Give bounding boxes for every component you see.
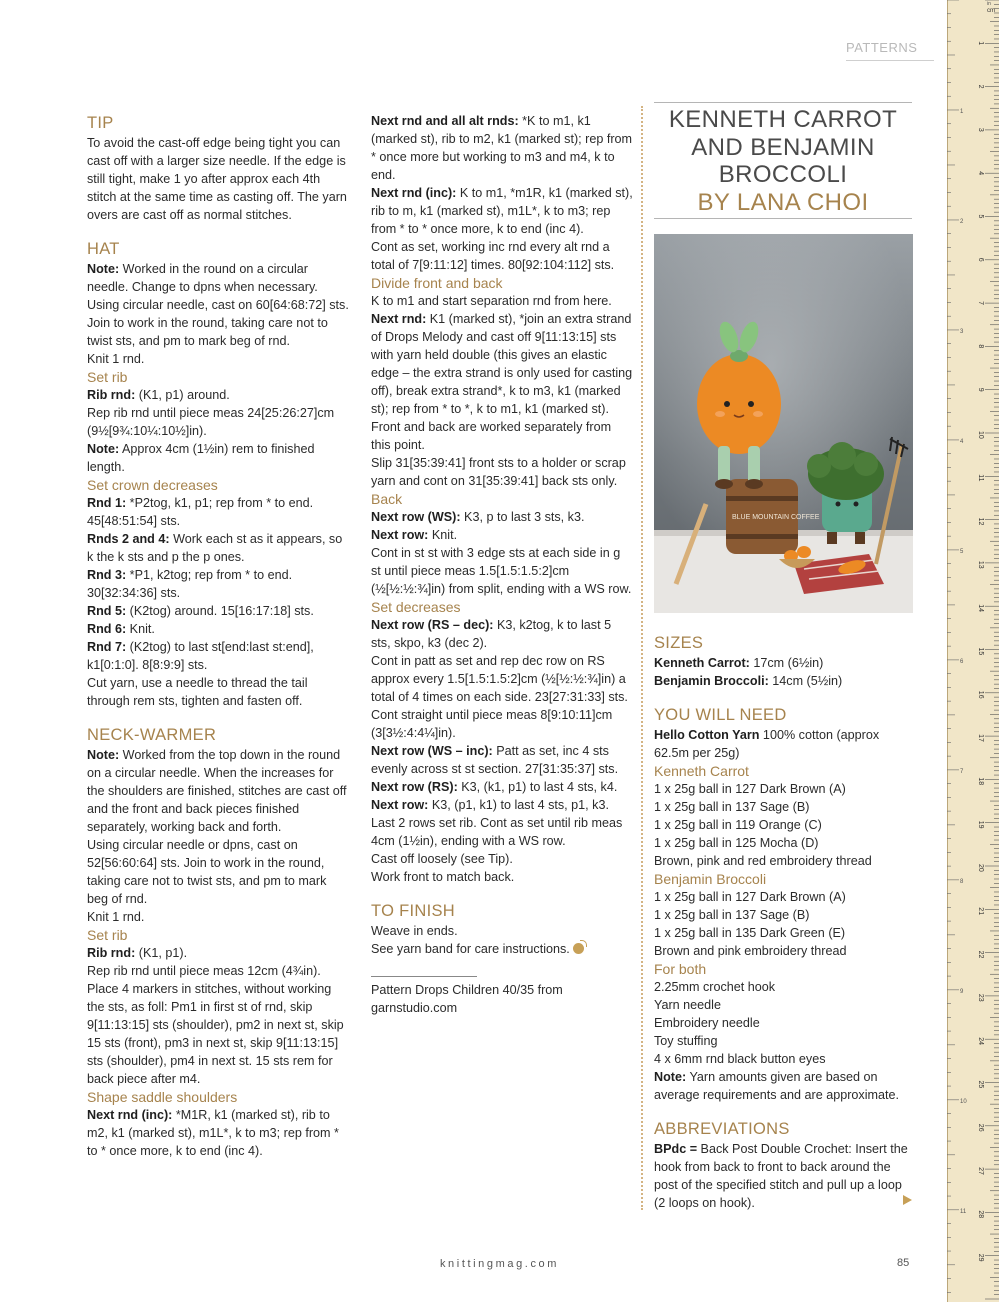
list-item: 1 x 25g ball in 127 Dark Brown (A) xyxy=(654,782,846,796)
neck-rib: Rib rnd: (K1, p1). xyxy=(87,946,188,960)
title-line-2: AND BENJAMIN xyxy=(691,133,875,161)
hat-knit1: Knit 1 rnd. xyxy=(87,352,145,366)
ruler-in-label: 11 xyxy=(960,1208,967,1215)
both-heading: For both xyxy=(654,961,707,977)
ruler-cm-label: 11 xyxy=(977,474,984,482)
section-label: PATTERNS xyxy=(846,40,934,61)
cont-inc: Cont as set, working inc rnd every alt rnd a total of 7[9:11:12] times. 80[92:104:112] sts. xyxy=(371,240,615,272)
abbr-bpdc: BPdc = Back Post Double Crochet: Insert the hook from back to front to back around the post of the specified stitch and pull up a loop (2 loops on hook). xyxy=(654,1142,908,1210)
cast-off: Cast off loosely (see Tip). xyxy=(371,852,513,866)
tip-heading: TIP xyxy=(87,114,114,132)
barrel-label: BLUE MOUNTAIN COFFEE xyxy=(732,514,820,521)
list-item: Toy stuffing xyxy=(654,1034,718,1048)
amigurumi-photo xyxy=(654,234,913,613)
author-line: BY LANA CHOI xyxy=(697,188,869,216)
ruler-in-label: 9 xyxy=(960,988,964,995)
ruler-cm-label: 4 xyxy=(977,171,984,176)
cont-straight: Cont straight until piece meas 8[9:10:11]cm (3[3½:4:4¼]in). xyxy=(371,708,613,740)
ws-row: Next row (WS): K3, p to last 3 sts, k3. xyxy=(371,510,585,524)
list-item: Brown and pink embroidery thread xyxy=(654,944,847,958)
benjamin-heading: Benjamin Broccoli xyxy=(654,871,767,887)
neck-note: Note: Worked from the top down in the round on a circular needle. When the increases for the shoulders are finished, stitches are cast off and the front and back pieces finished separately, working back and forth. xyxy=(87,748,347,834)
column-middle xyxy=(371,112,633,1017)
ruler-cm-label: 14 xyxy=(977,604,984,612)
next-row-2: Next row: K3, (p1, k1) to last 4 sts, p1, k3. xyxy=(371,798,609,812)
separation-rnd: Next rnd: K1 (marked st), *join an extra strand of Drops Melody and cast off 9[11:13:15] sts with yarn held double (this gives an elastic edge – the extra strand is only used for casting off), break extra strand*, k to m3, k1 (marked st); rep from * to *, k to m1, k1 (marked st). xyxy=(371,312,633,416)
ruler-cm-label: 20 xyxy=(977,864,984,872)
rnd5: Rnd 5: (K2tog) around. 15[16:17:18] sts. xyxy=(87,604,314,618)
saddle-heading: Shape saddle shoulders xyxy=(87,1089,238,1105)
ruler-in-label: 4 xyxy=(960,438,964,445)
crown-heading: Set crown decreases xyxy=(87,477,218,493)
ruler-cm-label: 18 xyxy=(977,777,984,786)
hat-note: Note: Worked in the round on a circular needle. Change to dpns when necessary. Using circular needle, cast on 60[64:68:72] sts. Join to work in the round, taking care not to twist sts, and pm to mark beg of rnd. xyxy=(87,262,349,348)
list-item: 1 x 25g ball in 127 Dark Brown (A) xyxy=(654,890,846,904)
back-heading: Back xyxy=(371,491,403,507)
ruler-cm-label: 22 xyxy=(977,950,984,959)
hat-cut: Cut yarn, use a needle to thread the tail through rem sts, tighten and fasten off. xyxy=(87,676,308,708)
ruler-in-unit: in xyxy=(987,1,991,7)
list-item: Embroidery needle xyxy=(654,1016,760,1030)
kenneth-heading: Kenneth Carrot xyxy=(654,763,749,779)
ruler-in-label: 5 xyxy=(960,548,964,555)
ruler-cm-label: 15 xyxy=(977,647,984,656)
ruler-cm-label: 9 xyxy=(977,387,984,392)
list-item: 1 x 25g ball in 119 Orange (C) xyxy=(654,818,822,832)
ruler-cm-label: 13 xyxy=(977,560,984,569)
measuring-ruler xyxy=(947,0,999,1302)
ruler-in-label: 7 xyxy=(960,768,964,775)
neck-setrib-heading: Set rib xyxy=(87,927,128,943)
ruler-cm-unit: cm xyxy=(987,8,995,14)
ruler-cm-label: 1 xyxy=(977,41,984,46)
list-item: Yarn needle xyxy=(654,998,721,1012)
yarn-line: Hello Cotton Yarn 100% cotton (approx 62.5m per 25g) xyxy=(654,728,880,760)
column-divider xyxy=(641,106,643,1210)
hat-setrib-heading: Set rib xyxy=(87,369,128,385)
ruler-cm-label: 23 xyxy=(977,993,984,1002)
divide-heading: Divide front and back xyxy=(371,275,503,291)
yarn-ball-icon xyxy=(573,943,584,954)
pattern-source: Pattern Drops Children 40/35 from garnstudio.com xyxy=(371,983,563,1015)
ruler-cm-label: 2 xyxy=(977,84,984,89)
ruler-cm-label: 27 xyxy=(977,1167,984,1175)
neck-cast: Using circular needle or dpns, cast on 52[56:60:64] sts. Join to work in the round, taking care not to twist sts, and pm to mark beg of rnd. xyxy=(87,838,327,906)
size-kenneth: Kenneth Carrot: 17cm (6½in) xyxy=(654,656,824,670)
rs-dec-row: Next row (RS – dec): K3, k2tog, k to last 5 sts, skpo, k3 (dec 2). xyxy=(371,618,612,650)
ruler-cm-label: 7 xyxy=(977,301,984,306)
ruler-in-label: 10 xyxy=(960,1098,967,1105)
hat-rib: Rib rnd: (K1, p1) around. xyxy=(87,388,230,402)
neck-heading: NECK-WARMER xyxy=(87,726,217,744)
slip-text: Slip 31[35:39:41] front sts to a holder or scrap yarn and cont on 31[35:39:41] back sts only. xyxy=(371,456,626,488)
ruler-in-label: 3 xyxy=(960,328,964,335)
last-2-rows: Last 2 rows set rib. Cont as set until rib meas 4cm (1½in), ending with a WS row. xyxy=(371,816,623,848)
tip-text: To avoid the cast-off edge being tight you can cast off with a larger size needle. If the edge is still tight, make 1 yo after approx each 4th stitch at the same time as casting off. The yarn overs are cast off as normal stitches. xyxy=(87,136,347,222)
rs-row: Next row (RS): K3, (k1, p1) to last 4 sts, k4. xyxy=(371,780,618,794)
ruler-in-label: 6 xyxy=(960,658,964,665)
need-note: Note: Yarn amounts given are based on average requirements and are approximate. xyxy=(654,1070,900,1102)
front-back-text: Front and back are worked separately from this point. xyxy=(371,420,612,452)
ruler-cm-label: 25 xyxy=(977,1080,984,1089)
next-row: Next row: Knit. xyxy=(371,528,458,542)
list-item: 1 x 25g ball in 125 Mocha (D) xyxy=(654,836,819,850)
ruler-cm-label: 28 xyxy=(977,1210,984,1219)
list-item: Brown, pink and red embroidery thread xyxy=(654,854,872,868)
list-item: 1 x 25g ball in 137 Sage (B) xyxy=(654,908,810,922)
ruler-cm-label: 10 xyxy=(977,431,984,439)
column-left xyxy=(87,112,349,1160)
title-line-1: KENNETH CARROT xyxy=(668,106,898,133)
title-line-3: BROCCOLI xyxy=(718,161,848,188)
hat-heading: HAT xyxy=(87,240,120,258)
neck-knit1: Knit 1 rnd. xyxy=(87,910,145,924)
hat-note2: Note: Approx 4cm (1½in) rem to finished length. xyxy=(87,442,315,474)
page-number: 85 xyxy=(897,1257,910,1269)
work-front: Work front to match back. xyxy=(371,870,515,884)
finish-heading: TO FINISH xyxy=(371,902,455,920)
ruler-cm-label: 26 xyxy=(977,1123,984,1132)
size-benjamin: Benjamin Broccoli: 14cm (5½in) xyxy=(654,674,843,688)
hat-rep: Rep rib rnd until piece meas 24[25:26:27]cm (9½[9¾:10¼:10½]in). xyxy=(87,406,335,438)
column-right xyxy=(654,632,916,1212)
setdec-heading: Set decreases xyxy=(371,599,461,615)
rnd1: Rnd 1: *P2tog, k1, p1; rep from * to end. 45[48:51:54] sts. xyxy=(87,496,314,528)
care-text: See yarn band for care instructions. xyxy=(371,940,633,958)
weave-text: Weave in ends. xyxy=(371,924,458,938)
rnd7: Rnd 7: (K2tog) to last st[end:last st:end], k1[0:1:0]. 8[8:9:9] sts. xyxy=(87,640,314,672)
neck-rep: Rep rib rnd until piece meas 12cm (4¾in). Place 4 markers in stitches, without working the sts, as foll: Pm1 in first st of rnd, skip 9[11:13:15] sts (shoulder), pm2 in next st, skip 15 sts (front), pm3 in next st, skip 9[11:13:15] sts (shoulder), pm4 in next st. 15 sts rem for back piece after m4. xyxy=(87,964,344,1086)
ruler-cm-label: 5 xyxy=(977,214,984,219)
list-item: 1 x 25g ball in 135 Dark Green (E) xyxy=(654,926,846,940)
ruler-cm-label: 19 xyxy=(977,820,984,829)
ruler-cm-label: 3 xyxy=(977,127,984,132)
list-item: 1 x 25g ball in 137 Sage (B) xyxy=(654,800,810,814)
ruler-in-label: 2 xyxy=(960,218,964,225)
cont-patt: Cont in patt as set and rep dec row on RS approx every 1.5[1.5:1.5:2]cm (½[½:½:¾]in) a total of 4 times on each side. 23[27:31:33] sts. xyxy=(371,654,628,704)
rnd2-4: Rnds 2 and 4: Work each st as it appears, so k the k sts and p the p ones. xyxy=(87,532,343,564)
footer-url: knittingmag.com xyxy=(439,1258,560,1270)
ruler-in-label: 8 xyxy=(960,878,964,885)
ruler-cm-label: 6 xyxy=(977,257,984,262)
ruler-cm-label: 21 xyxy=(977,907,984,916)
need-heading: YOU WILL NEED xyxy=(654,706,787,724)
rnd3: Rnd 3: *P1, k2tog; rep from * to end. 30[32:34:36] sts. xyxy=(87,568,293,600)
ruler-cm-label: 16 xyxy=(977,690,984,699)
ruler-cm-label: 17 xyxy=(977,734,984,742)
divide-text: K to m1 and start separation rnd from here. xyxy=(371,294,612,308)
sizes-heading: SIZES xyxy=(654,634,704,652)
list-item: 2.25mm crochet hook xyxy=(654,980,776,994)
list-item: 4 x 6mm rnd black button eyes xyxy=(654,1052,826,1066)
ws-inc-row: Next row (WS – inc): Patt as set, inc 4 sts evenly across st st section. 27[31:35:37] sts. xyxy=(371,744,619,776)
rnd6: Rnd 6: Knit. xyxy=(87,622,155,636)
ruler-cm-label: 29 xyxy=(977,1253,984,1262)
cont-st: Cont in st st with 3 edge sts at each side in g st until piece meas 1.5[1.5:1.5:2]cm (½[½:½:¾]in) from split, ending with a WS row. xyxy=(371,546,632,596)
ruler-cm-label: 24 xyxy=(977,1037,984,1045)
ruler-in-label: 1 xyxy=(960,108,964,115)
abbr-heading: ABBREVIATIONS xyxy=(654,1120,790,1138)
saddle-inc: Next rnd (inc): *M1R, k1 (marked st), rib to m2, k1 (marked st), m1L*, k to m3; rep from * to * once more, k to end (inc 4). xyxy=(87,1108,339,1158)
inc-rnd: Next rnd (inc): K to m1, *m1R, k1 (marked st), rib to m, k1 (marked st), m1L*, k to m3; rep from * to * once more, k to end (inc 4). xyxy=(371,186,633,236)
alt-rnds: Next rnd and all alt rnds: *K to m1, k1 (marked st), rib to m2, k1 (marked st); rep from * once more but working to m3 and m4, k to end. xyxy=(371,114,633,182)
pattern-title xyxy=(654,102,912,219)
ruler-cm-label: 12 xyxy=(977,517,984,526)
continue-arrow-icon xyxy=(903,1195,912,1205)
ruler-cm-label: 8 xyxy=(977,344,984,349)
